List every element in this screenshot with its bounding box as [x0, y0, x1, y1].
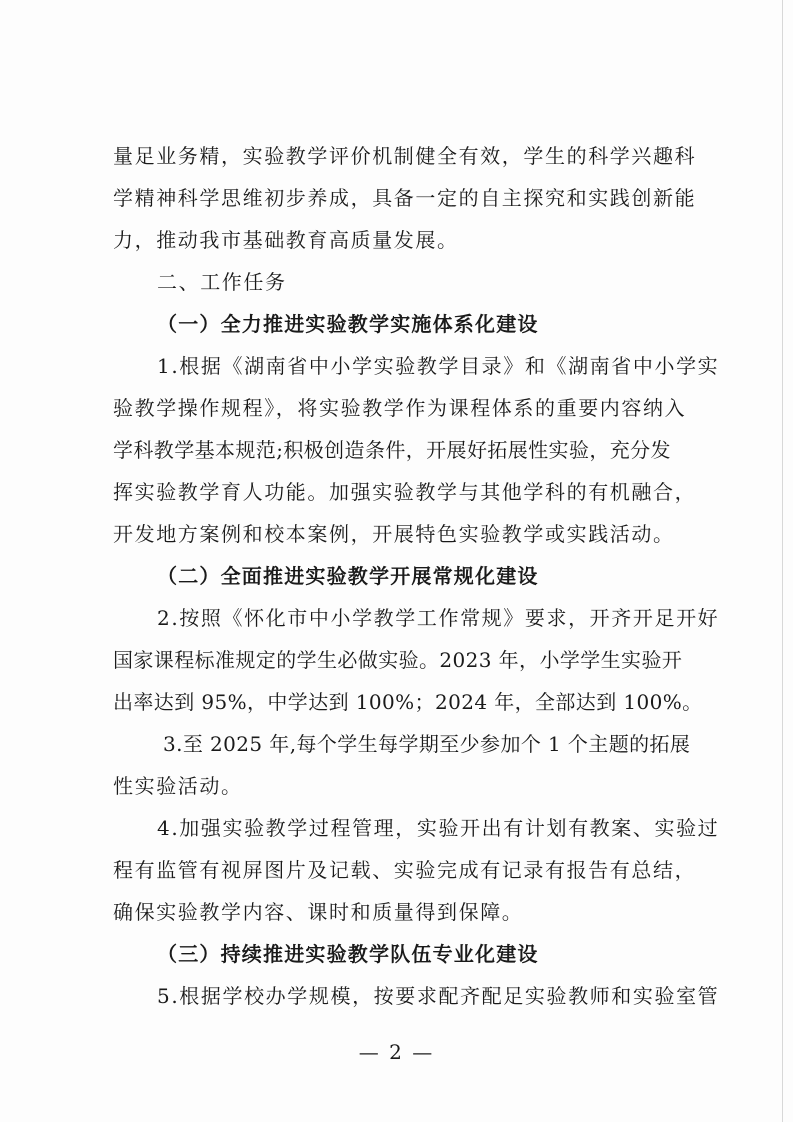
scan-edge-line	[782, 0, 783, 1122]
body-line: 力，推动我市基础教育高质量发展。	[113, 228, 459, 252]
body-line: 性实验活动。	[113, 774, 243, 798]
body-line: 挥实验教学育人功能。加强实验教学与其他学科的有机融合，	[113, 480, 697, 504]
body-line: 2.按照《怀化市中小学教学工作常规》要求，开齐开足开好	[157, 606, 720, 630]
subsection-heading: （二）全面推进实验教学开展常规化建设	[157, 564, 539, 588]
subsection-heading: （三）持续推进实验教学队伍专业化建设	[157, 942, 539, 966]
subsection-heading: （一）全力推进实验教学实施体系化建设	[157, 312, 539, 336]
body-line: 4.加强实验教学过程管理，实验开出有计划有教案、实验过	[157, 816, 720, 840]
body-line: 程有监管有视屏图片及记载、实验完成有记录有报告有总结，	[113, 858, 697, 882]
body-line: 3.至 2025 年,每个学生每学期至少参加个 1 个主题的拓展	[163, 732, 691, 756]
body-line: 量足业务精，实验教学评价机制健全有效，学生的科学兴趣科	[113, 144, 697, 168]
body-line: 学科教学基本规范;积极创造条件，开展好拓展性实验，充分发	[113, 438, 671, 462]
body-line: 开发地方案例和校本案例，开展特色实验教学或实践活动。	[113, 522, 675, 546]
body-line: 验教学操作规程》，将实验教学作为课程体系的重要内容纳入	[113, 396, 687, 420]
body-line: 学精神科学思维初步养成，具备一定的自主探究和实践创新能	[113, 186, 697, 210]
page-number: — 2 —	[358, 1040, 435, 1064]
body-line: 确保实验教学内容、课时和质量得到保障。	[113, 900, 524, 924]
body-line: 1.根据《湖南省中小学实验教学目录》和《湖南省中小学实	[157, 354, 720, 378]
body-line: 国家课程标准规定的学生必做实验。2023 年，小学学生实验开	[113, 648, 683, 672]
body-line: 5.根据学校办学规模，按要求配齐配足实验教师和实验室管	[157, 984, 720, 1008]
body-line: 出率达到 95%，中学达到 100%；2024 年，全部达到 100%。	[113, 690, 703, 714]
section-title: 二、工作任务	[157, 270, 287, 294]
